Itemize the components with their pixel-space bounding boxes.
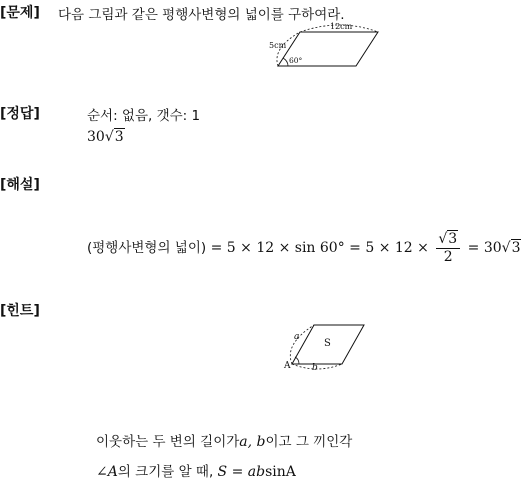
side-b-label: 12cm [330, 22, 353, 31]
hint-line1-vars: a, b [239, 434, 266, 450]
solution-fraction [436, 232, 460, 265]
hint-header: [힌트] [0, 303, 40, 319]
hint-line2-mid: 의 크기를 알 때, [117, 464, 218, 480]
sqrt-sign: √ [501, 240, 511, 256]
hint-line2-formula: S = ab [217, 464, 266, 480]
sqrt-sign: √ [104, 129, 114, 145]
angle-label: 60° [289, 56, 303, 65]
answer-meta: 순서: 없음, 갯수: 1 [87, 108, 201, 124]
fraction-numerator: 3 [448, 230, 458, 247]
solution-result-radicand: 3 [511, 240, 521, 256]
hint-line2-end: sinA [265, 464, 296, 480]
hint-line1-prefix: 이웃하는 두 변의 길이가 [96, 434, 240, 450]
solution-header: [해설] [0, 177, 40, 193]
hint-label-a: a [294, 332, 300, 342]
answer-value [87, 129, 125, 145]
solution-lhs: (평행사변형의 넓이) [87, 240, 207, 256]
problem-question: 다음 그림과 같은 평행사변형의 넓이를 구하여라. [58, 7, 345, 23]
hint-line1-suffix: 이고 그 끼인각 [265, 434, 353, 450]
sqrt-sign: √ [438, 230, 448, 247]
parallelogram-figure [266, 20, 386, 72]
answer-header: [정답] [0, 106, 40, 122]
hint-line2-angle: ∠A [96, 464, 118, 480]
solution-equation [87, 230, 521, 266]
hint-line-2 [96, 460, 296, 480]
solution-result-prefix: = 30 [467, 240, 502, 256]
side-a-label: 5cm [269, 41, 287, 50]
hint-parallelogram-figure [282, 320, 372, 372]
solution-step1: = 5 × 12 × sin 60° = 5 × 12 × [210, 240, 429, 256]
answer-radicand: 3 [114, 129, 124, 145]
hint-label-vertex: A [284, 361, 291, 371]
hint-line-1 [96, 430, 352, 450]
hint-label-s: S [324, 338, 331, 349]
fraction-denominator: 2 [443, 248, 453, 265]
hint-label-b: b [312, 363, 318, 373]
answer-coef: 30 [87, 129, 105, 145]
problem-header: [문제] [0, 5, 40, 21]
